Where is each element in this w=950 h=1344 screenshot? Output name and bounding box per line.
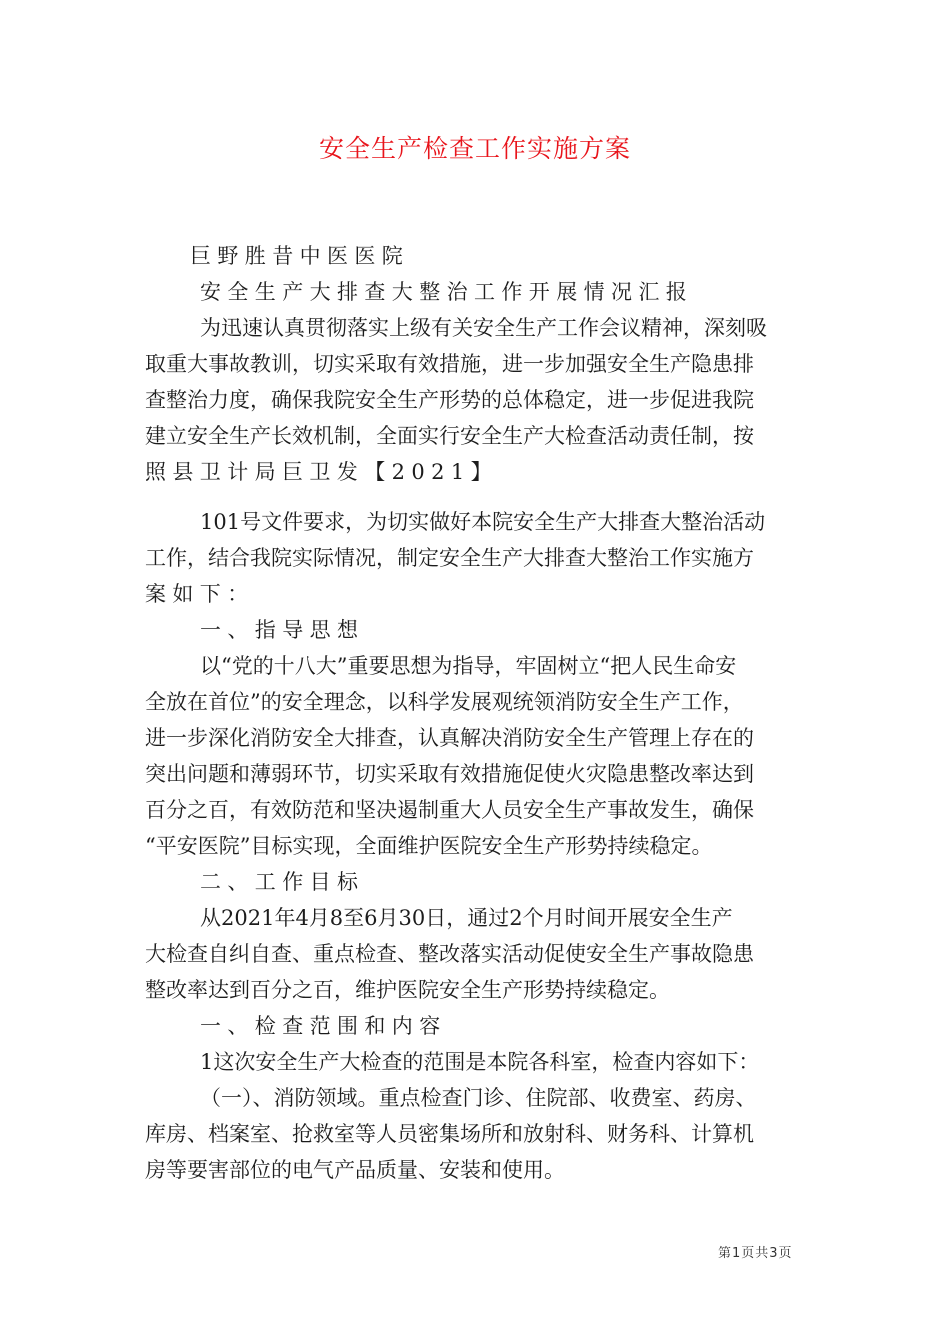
paragraph-line: 工作，结合我院实际情况，制定安全生产大排查大整治工作实施方 <box>145 546 754 570</box>
paragraph-line: 照县卫计局巨卫发【2021】 <box>145 460 499 484</box>
paragraph-line: 以“党的十八大”重要思想为指导，牢固树立“把人民生命安 <box>200 654 737 678</box>
paragraph-line: 为迅速认真贯彻落实上级有关安全生产工作会议精神，深刻吸 <box>200 316 767 340</box>
paragraph-line: （一）、消防领域。重点检查门诊、住院部、收费室、药房、 <box>200 1086 757 1110</box>
paragraph-line: 案如下： <box>145 582 255 606</box>
paragraph-line: 建立安全生产长效机制，全面实行安全生产大检查活动责任制，按 <box>145 424 754 448</box>
paragraph-line: 一、指导思想 <box>200 618 365 642</box>
document-title: 安全生产检查工作实施方案 <box>318 134 631 163</box>
paragraph-line: 全放在首位”的安全理念，以科学发展观统领消防安全生产工作， <box>145 690 744 714</box>
page-indicator: 第1页共3页 <box>718 1246 793 1261</box>
paragraph-line: 房等要害部位的电气产品质量、安装和使用。 <box>145 1158 565 1182</box>
paragraph-line: 突出问题和薄弱环节，切实采取有效措施促使火灾隐患整改率达到 <box>145 762 754 786</box>
paragraph-line: 百分之百，有效防范和坚决遏制重大人员安全生产事故发生，确保 <box>145 798 754 822</box>
paragraph-line: 1这次安全生产大检查的范围是本院各科室，检查内容如下： <box>200 1050 760 1074</box>
paragraph-line: 查整治力度，确保我院安全生产形势的总体稳定，进一步促进我院 <box>145 388 754 412</box>
paragraph-line: 大检查自纠自查、重点检查、整改落实活动促使安全生产事故隐患 <box>145 942 754 966</box>
paragraph-line: 一、检查范围和内容 <box>200 1014 447 1038</box>
paragraph-line: 取重大事故教训，切实采取有效措施，进一步加强安全生产隐患排 <box>145 352 754 376</box>
paragraph-line: 二、工作目标 <box>200 870 365 894</box>
paragraph-line: “平安医院”目标实现，全面维护医院安全生产形势持续稳定。 <box>145 834 713 858</box>
paragraph-line: 安全生产大排查大整治工作开展情况汇报 <box>200 280 694 304</box>
paragraph-line: 巨野胜昔中医医院 <box>190 244 410 268</box>
paragraph-line: 从2021年4月8至6月30日，通过2个月时间开展安全生产 <box>200 906 733 930</box>
paragraph-line: 进一步深化消防安全大排查，认真解决消防安全生产管理上存在的 <box>145 726 754 750</box>
paragraph-line: 库房、档案室、抢救室等人员密集场所和放射科、财务科、计算机 <box>145 1122 754 1146</box>
paragraph-line: 101号文件要求，为切实做好本院安全生产大排查大整治活动 <box>200 510 766 534</box>
paragraph-line: 整改率达到百分之百，维护医院安全生产形势持续稳定。 <box>145 978 670 1002</box>
